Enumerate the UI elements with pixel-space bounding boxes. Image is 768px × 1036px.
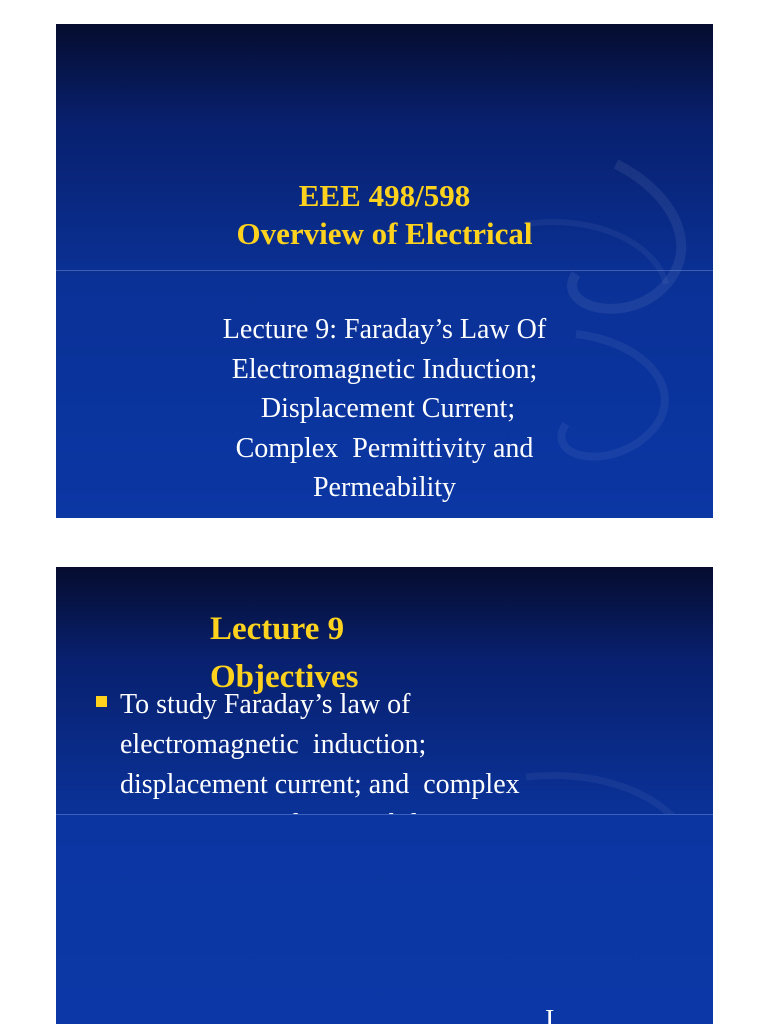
square-bullet-icon xyxy=(96,696,107,707)
subtitle-line-5: Permeability xyxy=(312,472,457,503)
subtitle-line-2: Electromagnetic Induction; xyxy=(231,353,538,385)
bullet-line-3: displacement current; and complex xyxy=(120,769,520,800)
objectives-title-line-2: Objectives xyxy=(210,659,359,695)
slide-lower-band xyxy=(56,814,713,1024)
slide-divider-line xyxy=(56,814,713,815)
subtitle-line-4: Complex Permittivity and xyxy=(235,432,534,464)
title-line-2: Overview of Electrical xyxy=(236,216,533,251)
objectives-slide xyxy=(56,567,713,1036)
objective-bullet xyxy=(96,685,696,813)
title-line-1: EEE 498/598 xyxy=(298,178,471,213)
slide-divider-line xyxy=(56,270,713,271)
overlapping-text-fragment: I xyxy=(545,1005,555,1036)
subtitle-line-1: Lecture 9: Faraday’s Law Of xyxy=(222,314,547,345)
subtitle-line-3: Displacement Current; xyxy=(253,393,516,424)
slide-subtitle xyxy=(56,310,713,508)
bullet-line-1: To study Faraday’s law of xyxy=(120,689,411,720)
slide-title xyxy=(56,177,713,253)
bullet-line-2: electromagnetic induction; xyxy=(120,729,427,760)
objectives-title-line-1: Lecture 9 xyxy=(210,611,345,647)
title-slide xyxy=(56,24,713,518)
